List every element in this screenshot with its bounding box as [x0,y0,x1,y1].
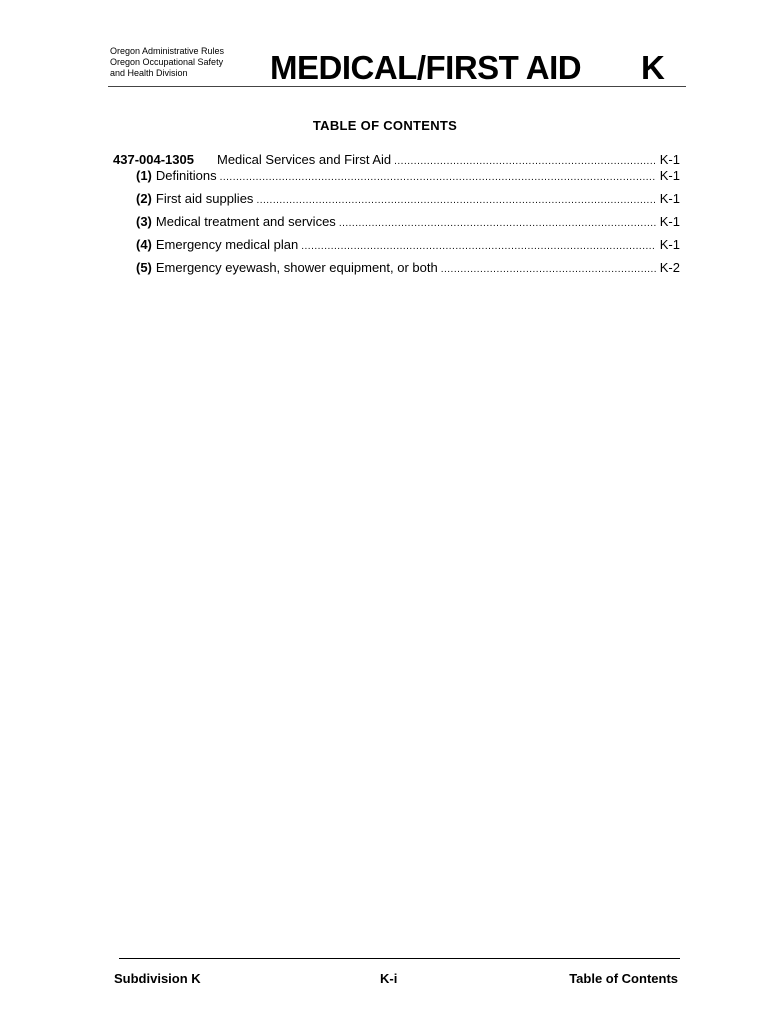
item-title: Emergency medical plan [155,237,299,252]
subdivision-letter: K [641,49,665,86]
toc-item-emergency-medical-plan[interactable] [136,237,680,255]
item-number: (2) [136,191,152,206]
header-divider [108,86,686,87]
dot-leader [301,239,656,255]
header-organization [110,46,224,79]
item-title: Emergency eyewash, shower equipment, or both [155,260,438,275]
dot-leader [339,216,656,232]
item-number: (3) [136,214,152,229]
page-ref: K-1 [659,168,680,183]
item-number: (5) [136,260,152,275]
page-title: MEDICAL/FIRST AID [270,49,582,86]
item-number: (1) [136,168,152,183]
toc-item-eyewash-shower[interactable] [136,260,680,278]
toc-item-first-aid-supplies[interactable] [136,191,680,209]
rule-number: 437-004-1305 [113,152,194,167]
dot-leader [256,193,656,209]
page-ref: K-1 [659,152,680,167]
org-line-2: Oregon Occupational Safety [110,57,224,67]
org-line-3: and Health Division [110,68,188,78]
item-title: Medical treatment and services [155,214,336,229]
dot-leader [220,170,656,186]
page-ref: K-1 [659,237,680,252]
org-line-1: Oregon Administrative Rules [110,46,225,56]
footer-divider [119,958,680,959]
item-number: (4) [136,237,152,252]
toc-heading: TABLE OF CONTENTS [312,118,458,133]
footer-section-name: Table of Contents [569,971,678,986]
footer-subdivision: Subdivision K [114,971,201,986]
toc-item-definitions[interactable] [136,168,680,186]
rule-title: Medical Services and First Aid [217,152,392,167]
item-title: Definitions [155,168,217,183]
page-ref: K-2 [659,260,680,275]
page-ref: K-1 [659,214,680,229]
page-ref: K-1 [659,191,680,206]
toc-item-medical-treatment[interactable] [136,214,680,232]
footer-page-number: K-i [380,971,398,986]
dot-leader [441,262,656,278]
item-title: First aid supplies [155,191,254,206]
